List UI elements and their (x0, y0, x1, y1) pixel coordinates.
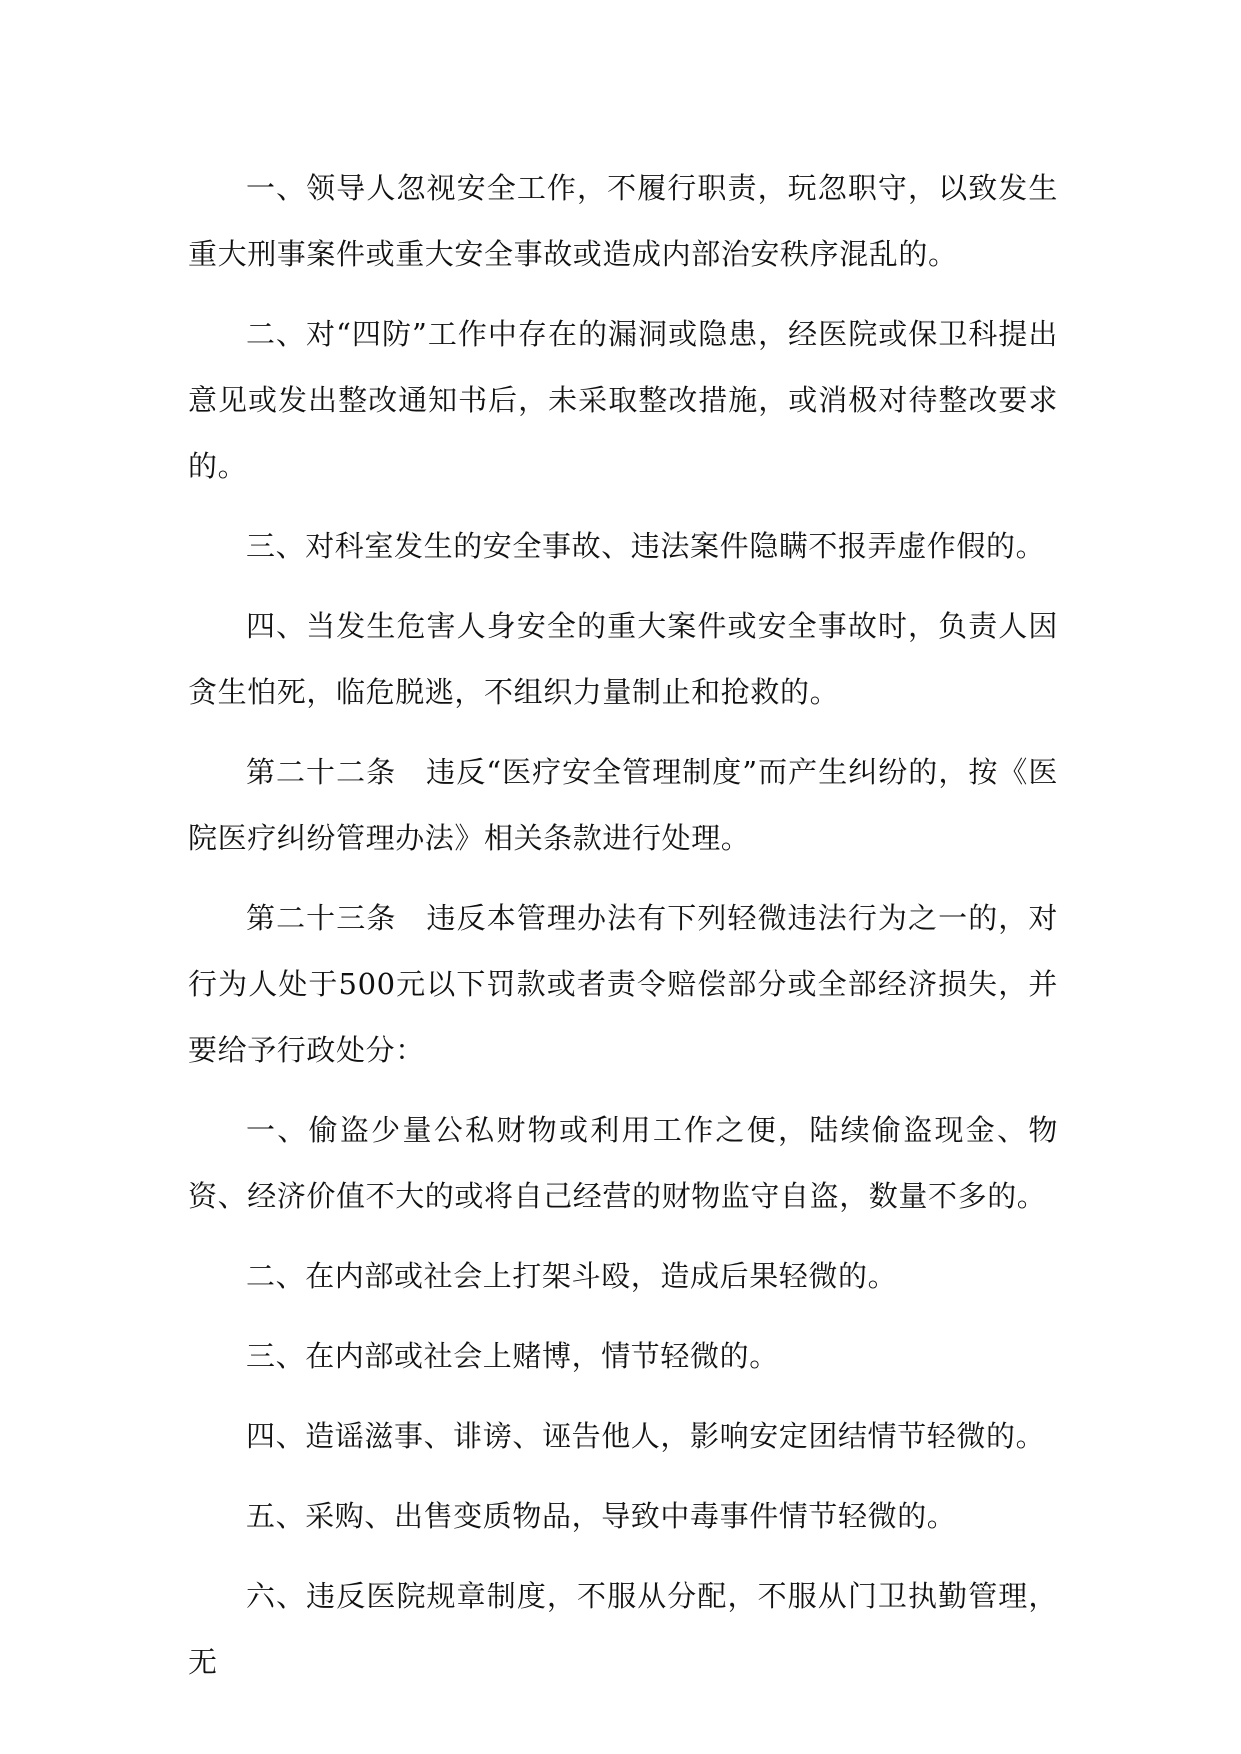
paragraph: 一、领导人忽视安全工作，不履行职责，玩忽职守，以致发生重大刑事案件或重大安全事故或造成内部治安秩序混乱的。 (188, 171, 1058, 271)
paragraph: 三、对科室发生的安全事故、违法案件隐瞒不报弄虚作假的。 (246, 529, 1046, 563)
paragraph: 一、偷盗少量公私财物或利用工作之便，陆续偷盗现金、物资、经济价值不大的或将自己经营的财物监守自盗，数量不多的。 (188, 1113, 1058, 1213)
paragraph: 四、造谣滋事、诽谤、诬告他人，影响安定团结情节轻微的。 (246, 1419, 1046, 1453)
paragraph: 六、违反医院规章制度，不服从分配，不服从门卫执勤管理，无 (188, 1579, 1058, 1679)
document-body (188, 155, 1058, 1709)
paragraph: 三、在内部或社会上赌博，情节轻微的。 (246, 1339, 779, 1373)
article-23-paragraph: 第二十三条 违反本管理办法有下列轻微违法行为之一的，对行为人处于500元以下罚款或者责令赔偿部分或全部经济损失，并要给予行政处分： (188, 901, 1058, 1067)
paragraph: 二、对“四防”工作中存在的漏洞或隐患，经医院或保卫科提出意见或发出整改通知书后，未采取整改措施，或消极对待整改要求的。 (188, 317, 1058, 483)
article-22-paragraph: 第二十二条 违反“医疗安全管理制度”而产生纠纷的，按《医院医疗纠纷管理办法》相关条款进行处理。 (188, 755, 1058, 855)
paragraph: 四、当发生危害人身安全的重大案件或安全事故时，负责人因贪生怕死，临危脱逃，不组织力量制止和抢救的。 (188, 609, 1058, 709)
paragraph: 五、采购、出售变质物品，导致中毒事件情节轻微的。 (246, 1499, 957, 1533)
paragraph: 二、在内部或社会上打架斗殴，造成后果轻微的。 (246, 1259, 898, 1293)
